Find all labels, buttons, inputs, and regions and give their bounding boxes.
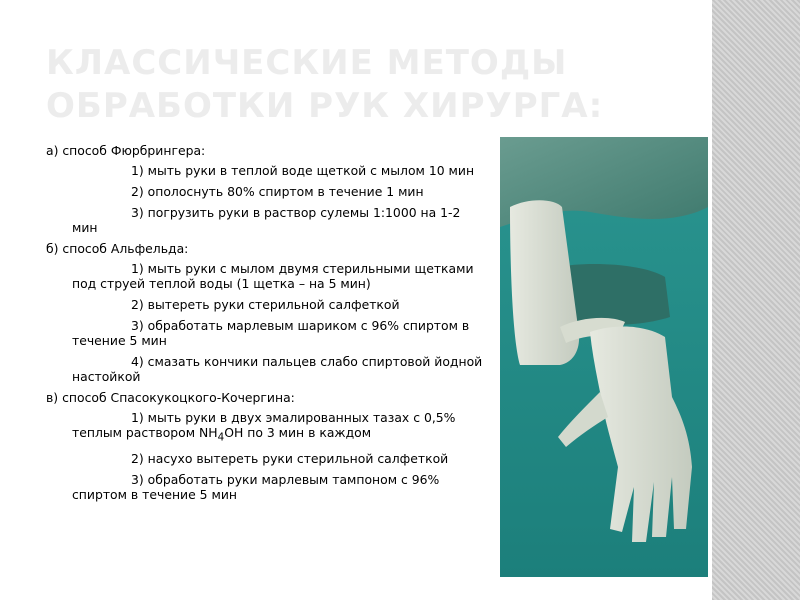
method-step: 4) смазать кончики пальцев слабо спиртовой йодной настойкой [72,354,483,384]
method-step-chemical [46,410,486,445]
formula-subscript: 4 [217,431,225,444]
surgical-gloves-photo [500,137,708,577]
method-label-spasokukotsky: в) способ Спасокукоцкого-Кочергина: [46,390,295,405]
method-step: 3) погрузить руки в раствор сулемы 1:1000 на 1-2 мин [72,205,461,235]
slide-title-line-2: ОБРАБОТКИ РУК ХИРУРГА: [46,86,604,126]
step-text-after: OH по 3 мин в каждом [224,425,372,440]
method-label-furbringer: а) способ Фюрбрингера: [46,143,206,158]
methods-list [46,143,486,508]
method-step: 2) ополоснуть 80% спиртом в течение 1 мин [131,184,424,199]
method-step: 2) вытереть руки стерильной салфеткой [131,297,400,312]
method-label-alfeld: б) способ Альфельда: [46,241,189,256]
slide-title-line-1: КЛАССИЧЕСКИЕ МЕТОДЫ [46,43,568,83]
slide-title [46,42,686,128]
method-step: 3) обработать марлевым шариком с 96% спиртом в течение 5 мин [72,318,470,348]
step-text-before: 1) мыть руки в двух эмалированных тазах с 0,5% теплым раствором NH [72,410,456,440]
method-step: 1) мыть руки в теплой воде щеткой с мылом 10 мин [131,163,475,178]
gloves-illustration [500,137,708,577]
method-step: 3) обработать руки марлевым тампоном с 96% спиртом в течение 5 мин [72,472,440,503]
decorative-side-band [712,0,800,600]
method-step: 2) насухо вытереть руки стерильной салфеткой [131,451,449,467]
method-step: 1) мыть руки с мылом двумя стерильными щетками под струей теплой воды (1 щетка – на 5 мин) [72,261,474,291]
